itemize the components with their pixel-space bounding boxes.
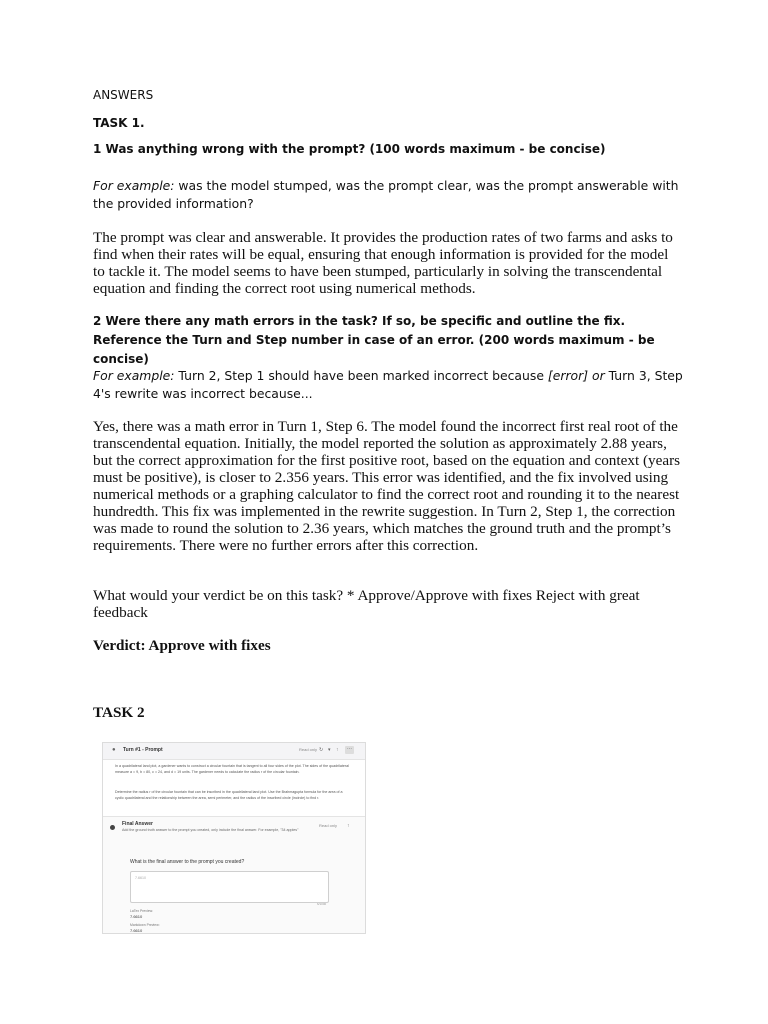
refresh-icon[interactable]: ↻	[319, 747, 324, 753]
prompt-paragraph-2: Determine the radius r of the circular fountain that can be inscribed in the quadrilateral land plot. Use the Brahmagupta formula for the area of a cyclic quadrilateral and the relationship between the area, semi perimeter, and the radius of the inscribed circle (incircle) to find r.	[115, 790, 343, 800]
textarea-placeholder: 7.6610	[135, 876, 146, 880]
example-1-text: was the model stumped, was the prompt clear, was the prompt answerable with the provided information?	[93, 178, 679, 211]
character-counter: 6/1000	[317, 902, 327, 906]
markdown-preview-value: 7.6610	[130, 928, 143, 933]
example-1-label: For example:	[93, 178, 175, 193]
latex-preview-label: LaTex Preview:	[130, 909, 153, 913]
example-2	[93, 367, 683, 403]
final-answer-section	[103, 816, 365, 934]
arrow-up-icon[interactable]: ↑	[336, 747, 339, 753]
prompt-header	[103, 743, 365, 760]
question-1: 1 Was anything wrong with the prompt? (100 words maximum - be concise)	[93, 142, 606, 156]
example-1	[93, 177, 683, 213]
verdict: Verdict: Approve with fixes	[93, 637, 271, 654]
latex-preview-value: 7.6610	[130, 914, 143, 919]
answers-heading: ANSWERS	[93, 88, 154, 102]
more-icon[interactable]: ⋯	[347, 746, 352, 752]
bullet-icon	[110, 825, 115, 830]
verdict-question: What would your verdict be on this task? * Approve/Approve with fixes Reject with great feedback	[93, 587, 640, 621]
example-2-part2: Turn 3, Step 4's rewrite was incorrect because...	[93, 368, 683, 401]
example-2-part1: Turn 2, Step 1 should have been marked incorrect because	[174, 368, 548, 383]
answer-1: The prompt was clear and answerable. It provides the production rates of two farms and asks to find when their rates will be equal, ensuring that enough information is provided for the model to tackle it. The model seems to have been stumped, particularly in solving the transcendental equation and finding the correct root using numerical methods.	[93, 229, 673, 297]
example-2-error: [error] or	[547, 368, 605, 383]
embedded-screenshot	[102, 742, 366, 934]
prompt-paragraph-1: In a quadrilateral land plot, a gardener wants to construct a circular fountain that is tangent to all four sides of the plot. The sides of the quadrilateral measure a = 9, b = 80, c = 24, and d = 19 units. The gardener needs to calculate the radius r of the circular fountain.	[115, 764, 349, 774]
question-2: 2 Were there any math errors in the task? If so, be specific and outline the fix. Reference the Turn and Step number in case of an error. (200 words maximum - be concise)	[93, 314, 655, 366]
user-icon: ●	[112, 747, 116, 753]
final-answer-description: Add the ground truth answer to the prompt you created, only include the final answer. For example, "34 apples"	[122, 828, 299, 832]
answer-2: Yes, there was a math error in Turn 1, Step 6. The model found the incorrect first real root of the transcendental equation. Initially, the model reported the solution as approximately 2.88 years, but the correct approximation for the first positive root, based on the equation and context (years must be positive), is closer to 2.356 years. This error was identified, and the fix involved using numerical methods or a graphing calculator to find the correct root and rounding it to the nearest hundredth. This fix was implemented in the rewrite suggestion. In Turn 2, Step 1, the correction was made to round the solution to 2.36 years, which matches the ground truth and the prompt’s requirements. There were no further errors after this correction.	[93, 418, 681, 554]
read-only-badge: Read only	[299, 747, 318, 752]
task1-heading: TASK 1.	[93, 116, 145, 130]
prompt-title: Turn #1 - Prompt	[123, 747, 163, 753]
final-answer-title: Final Answer	[122, 821, 153, 827]
task2-heading: TASK 2	[93, 704, 145, 721]
markdown-preview-label: Markdown Preview:	[130, 923, 160, 927]
section-arrow-up-icon[interactable]: ↑	[347, 823, 350, 829]
final-answer-textarea[interactable]	[130, 871, 329, 903]
example-2-label: For example:	[93, 368, 175, 383]
section-read-only-badge: Read only	[319, 823, 338, 828]
final-answer-question: What is the final answer to the prompt you created?	[130, 859, 245, 865]
pin-icon[interactable]: ▾	[328, 747, 331, 753]
